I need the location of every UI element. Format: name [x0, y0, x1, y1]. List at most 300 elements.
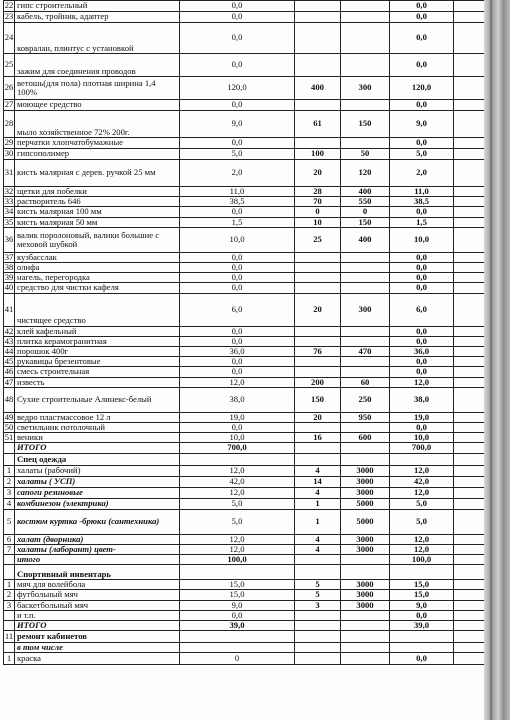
total-cell: 12,0 — [390, 377, 454, 387]
price-cell: 3000 — [341, 465, 390, 476]
item-name: растворитель 646 — [15, 197, 180, 207]
total-cell: 36,0 — [390, 347, 454, 357]
item-name: Сухие строительные Алинекс-белый — [15, 387, 180, 412]
table-row — [4, 227, 493, 252]
table-row — [4, 54, 493, 77]
price-cell — [341, 653, 390, 665]
amount-cell: 19,0 — [180, 412, 295, 422]
table-row — [4, 336, 493, 346]
quantity-cell — [295, 336, 341, 346]
quantity-cell: 10 — [295, 217, 341, 227]
row-number: 48 — [4, 387, 15, 412]
amount-cell: 38,0 — [180, 387, 295, 412]
quantity-cell — [295, 138, 341, 149]
item-name: нагель, перегородка — [15, 273, 180, 283]
row-number — [4, 555, 15, 565]
budget-table — [3, 0, 493, 665]
table-row — [4, 555, 493, 565]
row-number: 27 — [4, 99, 14, 110]
table-row — [4, 621, 493, 631]
table-row — [4, 100, 493, 111]
row-number: 32 — [4, 186, 14, 196]
quantity-cell: 70 — [295, 197, 341, 207]
total-cell: 0,0 — [390, 357, 454, 367]
table-row — [4, 631, 493, 643]
quantity-cell: 3 — [295, 600, 341, 610]
item-name: светильник потолочный — [15, 423, 180, 433]
item-name: Спец одежда — [15, 453, 180, 465]
row-number: 25 — [4, 54, 15, 77]
item-name: клей кафельный — [15, 326, 180, 336]
amount-cell — [180, 453, 295, 465]
amount-cell: 0,0 — [180, 357, 295, 367]
price-cell: 0 — [341, 207, 390, 217]
amount-cell: 0,0 — [180, 336, 295, 346]
amount-cell: 42,0 — [180, 476, 295, 487]
row-number: 37 — [4, 252, 14, 262]
table-row — [4, 252, 493, 262]
row-number: 51 — [4, 432, 14, 443]
row-number: 3 — [4, 487, 15, 498]
price-cell: 400 — [341, 187, 390, 197]
quantity-cell — [295, 621, 341, 631]
price-cell: 60 — [341, 377, 390, 387]
table-row — [4, 443, 493, 453]
total-cell: 12,0 — [390, 465, 454, 476]
row-number: 3 — [4, 600, 15, 610]
quantity-cell — [295, 1, 341, 12]
amount-cell: 10,0 — [180, 227, 295, 252]
table-row — [4, 1, 493, 12]
price-cell: 3000 — [341, 600, 390, 610]
item-name: ведро пластмассовое 12 л — [15, 412, 180, 422]
row-number: 5 — [4, 509, 15, 534]
table-row — [4, 23, 493, 54]
price-cell: 300 — [341, 77, 390, 100]
amount-cell: 0,0 — [180, 273, 295, 283]
amount-cell: 36,0 — [180, 347, 295, 357]
quantity-cell: 4 — [295, 487, 341, 498]
quantity-cell: 100 — [295, 149, 341, 160]
quantity-cell — [295, 555, 341, 565]
table-row — [4, 653, 493, 665]
total-cell: 0,0 — [390, 138, 454, 149]
item-name: комбинезон (электрика) — [15, 498, 180, 509]
amount-cell: 9,0 — [180, 111, 295, 138]
table-row — [4, 187, 493, 197]
item-name: сапоги резиновые — [15, 487, 180, 498]
price-cell: 3000 — [341, 476, 390, 487]
total-cell: 0,0 — [390, 12, 454, 23]
total-cell: 0,0 — [390, 100, 454, 111]
quantity-cell: 25 — [295, 227, 341, 252]
row-number — [4, 453, 15, 465]
total-cell: 5,0 — [390, 149, 454, 160]
table-row — [4, 326, 493, 336]
table-row — [4, 12, 493, 23]
table-row — [4, 600, 493, 610]
amount-cell: 11,0 — [180, 187, 295, 197]
quantity-cell: 4 — [295, 534, 341, 544]
quantity-cell — [295, 23, 341, 54]
item-name: кисть малярная с дерев. ручкой 25 мм — [15, 160, 180, 187]
item-name: кузбасслак — [15, 252, 180, 262]
row-number: 7 — [4, 544, 15, 554]
amount-cell: 120,0 — [180, 77, 295, 100]
amount-cell: 10,0 — [180, 433, 295, 443]
item-name: халаты (рабочий) — [15, 465, 180, 476]
item-name: щетки для побелки — [15, 187, 180, 197]
total-cell: 2,0 — [390, 160, 454, 187]
item-name: ИТОГО — [15, 443, 180, 453]
quantity-cell: 1 — [295, 498, 341, 509]
amount-cell: 5,0 — [180, 149, 295, 160]
total-cell: 11,0 — [390, 187, 454, 197]
price-cell: 150 — [341, 217, 390, 227]
price-cell — [341, 357, 390, 367]
table-row — [4, 465, 493, 476]
row-number: 41 — [4, 293, 15, 326]
row-number: 47 — [4, 377, 14, 387]
price-cell — [341, 326, 390, 336]
item-name: веники — [15, 433, 180, 443]
amount-cell: 100,0 — [180, 555, 295, 565]
total-cell — [390, 643, 454, 653]
price-cell: 3000 — [341, 590, 390, 600]
total-cell: 0,0 — [390, 263, 454, 273]
quantity-cell — [295, 367, 341, 377]
price-cell: 600 — [341, 433, 390, 443]
item-name: кисть малярная 100 мм — [15, 207, 180, 217]
row-number — [4, 443, 15, 453]
total-cell: 0,0 — [390, 367, 454, 377]
quantity-cell: 1 — [295, 509, 341, 534]
table-row — [4, 197, 493, 207]
item-name: халаты ( УСП) — [15, 476, 180, 487]
total-cell: 6,0 — [390, 293, 454, 326]
price-cell — [341, 252, 390, 262]
price-cell — [341, 423, 390, 433]
total-cell: 0,0 — [390, 23, 454, 54]
table-row — [4, 377, 493, 387]
price-cell: 5000 — [341, 509, 390, 534]
total-cell: 120,0 — [390, 77, 454, 100]
quantity-cell: 400 — [295, 77, 341, 100]
item-name: ковралан, плинтус с установкой — [15, 23, 180, 54]
item-name: Спортивный инвентарь — [15, 565, 180, 580]
total-cell: 5,0 — [390, 509, 454, 534]
row-number: 22 — [4, 0, 14, 11]
amount-cell: 0,0 — [180, 100, 295, 111]
quantity-cell — [295, 252, 341, 262]
quantity-cell — [295, 12, 341, 23]
quantity-cell — [295, 423, 341, 433]
row-number: 1 — [4, 465, 15, 476]
row-number: 4 — [4, 498, 15, 509]
item-name: порошок 400г — [15, 347, 180, 357]
table-row — [4, 534, 493, 544]
table-row — [4, 273, 493, 283]
table-row — [4, 643, 493, 653]
price-cell: 950 — [341, 412, 390, 422]
item-name: чистящее средство — [15, 293, 180, 326]
quantity-cell — [295, 54, 341, 77]
item-name: рукавицы брезентовые — [15, 357, 180, 367]
table-row — [4, 476, 493, 487]
amount-cell: 1,5 — [180, 217, 295, 227]
price-cell — [341, 555, 390, 565]
row-number — [4, 621, 15, 631]
total-cell: 100,0 — [390, 555, 454, 565]
item-name: халат (дворника) — [15, 534, 180, 544]
row-number: 44 — [4, 346, 14, 357]
row-number — [4, 610, 15, 620]
table-row — [4, 453, 493, 465]
table-row — [4, 207, 493, 217]
price-cell: 5000 — [341, 498, 390, 509]
table-row — [4, 263, 493, 273]
total-cell: 38,5 — [390, 197, 454, 207]
quantity-cell — [295, 100, 341, 111]
item-name: гипс строительный — [15, 1, 180, 12]
amount-cell: 12,0 — [180, 377, 295, 387]
table-row — [4, 387, 493, 412]
total-cell: 0,0 — [390, 207, 454, 217]
item-name: мыло хозяйственное 72% 200г. — [15, 111, 180, 138]
amount-cell: 12,0 — [180, 487, 295, 498]
row-number: 39 — [4, 272, 14, 283]
price-cell — [341, 23, 390, 54]
total-cell: 5,0 — [390, 498, 454, 509]
total-cell: 0,0 — [390, 54, 454, 77]
row-number: 2 — [4, 590, 15, 600]
row-number: 30 — [4, 148, 14, 159]
total-cell: 0,0 — [390, 326, 454, 336]
total-cell: 15,0 — [390, 590, 454, 600]
row-number — [4, 565, 15, 580]
table-row — [4, 487, 493, 498]
item-name: в том числе — [15, 643, 180, 653]
row-number: 29 — [4, 137, 14, 148]
quantity-cell: 200 — [295, 377, 341, 387]
item-name: баскетбольный мяч — [15, 600, 180, 610]
item-name: ветошь(для пола) плотная ширина 1,4 100% — [15, 77, 180, 100]
total-cell: 1,5 — [390, 217, 454, 227]
quantity-cell: 4 — [295, 544, 341, 554]
item-name: и т.п. — [15, 610, 180, 620]
price-cell — [341, 621, 390, 631]
total-cell: 15,0 — [390, 580, 454, 590]
price-cell — [341, 453, 390, 465]
row-number: 23 — [4, 11, 14, 22]
quantity-cell — [295, 443, 341, 453]
quantity-cell — [295, 653, 341, 665]
total-cell: 10,0 — [390, 227, 454, 252]
amount-cell: 0,0 — [180, 207, 295, 217]
total-cell: 700,0 — [390, 443, 454, 453]
budget-table-body — [4, 1, 493, 665]
quantity-cell: 20 — [295, 160, 341, 187]
price-cell — [341, 367, 390, 377]
table-row — [4, 498, 493, 509]
amount-cell: 15,0 — [180, 590, 295, 600]
amount-cell: 15,0 — [180, 580, 295, 590]
table-row — [4, 111, 493, 138]
row-number: 36 — [4, 227, 15, 252]
quantity-cell: 5 — [295, 580, 341, 590]
price-cell — [341, 631, 390, 643]
price-cell — [341, 443, 390, 453]
price-cell — [341, 610, 390, 620]
table-row — [4, 77, 493, 100]
amount-cell: 0 — [180, 653, 295, 665]
amount-cell: 0,0 — [180, 54, 295, 77]
price-cell: 120 — [341, 160, 390, 187]
price-cell: 400 — [341, 227, 390, 252]
quantity-cell: 20 — [295, 412, 341, 422]
row-number: 26 — [4, 77, 15, 100]
amount-cell: 0,0 — [180, 283, 295, 293]
quantity-cell — [295, 631, 341, 643]
total-cell: 0,0 — [390, 336, 454, 346]
table-row — [4, 160, 493, 187]
price-cell: 3000 — [341, 534, 390, 544]
row-number: 24 — [4, 23, 15, 54]
price-cell — [341, 273, 390, 283]
item-name: валик поролоновый, валики большие с меховой шубкой — [15, 227, 180, 252]
item-name: олифа — [15, 263, 180, 273]
table-row — [4, 433, 493, 443]
table-row — [4, 347, 493, 357]
amount-cell: 0,0 — [180, 423, 295, 433]
total-cell: 0,0 — [390, 283, 454, 293]
table-row — [4, 367, 493, 377]
row-number: 1 — [4, 580, 15, 590]
total-cell: 38,0 — [390, 387, 454, 412]
item-name: кисть малярная 50 мм — [15, 217, 180, 227]
quantity-cell — [295, 357, 341, 367]
total-cell: 0,0 — [390, 1, 454, 12]
table-row — [4, 580, 493, 590]
item-name: итого — [15, 555, 180, 565]
amount-cell: 39,0 — [180, 621, 295, 631]
table-row — [4, 610, 493, 620]
price-cell — [341, 565, 390, 580]
item-name: футбольный мяч — [15, 590, 180, 600]
amount-cell: 0,0 — [180, 12, 295, 23]
amount-cell — [180, 565, 295, 580]
price-cell: 470 — [341, 347, 390, 357]
quantity-cell: 61 — [295, 111, 341, 138]
total-cell: 12,0 — [390, 544, 454, 554]
price-cell — [341, 138, 390, 149]
total-cell — [390, 565, 454, 580]
item-name: кабель, тройник, адаптер — [15, 12, 180, 23]
amount-cell: 2,0 — [180, 160, 295, 187]
amount-cell — [180, 631, 295, 643]
price-cell — [341, 12, 390, 23]
item-name: гипсополимер — [15, 149, 180, 160]
table-row — [4, 138, 493, 149]
amount-cell — [180, 643, 295, 653]
row-number: 46 — [4, 366, 14, 377]
row-number: 43 — [4, 336, 14, 346]
total-cell: 10,0 — [390, 433, 454, 443]
price-cell — [341, 54, 390, 77]
row-number: 2 — [4, 476, 15, 487]
price-cell — [341, 1, 390, 12]
item-name: халаты (лаборант) цвет- — [15, 544, 180, 554]
row-number: 6 — [4, 534, 15, 544]
quantity-cell — [295, 263, 341, 273]
price-cell — [341, 336, 390, 346]
total-cell: 12,0 — [390, 534, 454, 544]
row-number: 45 — [4, 356, 14, 367]
amount-cell: 6,0 — [180, 293, 295, 326]
price-cell: 3000 — [341, 487, 390, 498]
item-name: известь — [15, 377, 180, 387]
price-cell: 300 — [341, 293, 390, 326]
total-cell — [390, 453, 454, 465]
amount-cell: 0,0 — [180, 252, 295, 262]
amount-cell: 0,0 — [180, 367, 295, 377]
quantity-cell: 150 — [295, 387, 341, 412]
table-row — [4, 283, 493, 293]
total-cell: 9,0 — [390, 111, 454, 138]
quantity-cell — [295, 453, 341, 465]
price-cell: 550 — [341, 197, 390, 207]
table-row — [4, 423, 493, 433]
row-number: 28 — [4, 111, 15, 138]
quantity-cell — [295, 565, 341, 580]
price-cell — [341, 283, 390, 293]
table-row — [4, 357, 493, 367]
item-name: зажим для соединения проводов — [15, 54, 180, 77]
price-cell: 150 — [341, 111, 390, 138]
amount-cell: 12,0 — [180, 465, 295, 476]
row-number: 1 — [4, 653, 15, 665]
row-number: 49 — [4, 412, 14, 422]
item-name: краска — [15, 653, 180, 665]
price-cell — [341, 263, 390, 273]
amount-cell: 9,0 — [180, 600, 295, 610]
item-name: ремонт кабинетов — [15, 631, 180, 643]
row-number: 38 — [4, 262, 14, 273]
total-cell: 0,0 — [390, 653, 454, 665]
item-name: средство для чистки кафеля — [15, 283, 180, 293]
quantity-cell: 14 — [295, 476, 341, 487]
item-name: смесь строительная — [15, 367, 180, 377]
amount-cell: 0,0 — [180, 263, 295, 273]
price-cell — [341, 643, 390, 653]
item-name: мяч для волейбола — [15, 580, 180, 590]
amount-cell: 0,0 — [180, 610, 295, 620]
row-number: 50 — [4, 422, 14, 433]
quantity-cell: 0 — [295, 207, 341, 217]
quantity-cell — [295, 283, 341, 293]
quantity-cell: 16 — [295, 433, 341, 443]
row-number: 35 — [4, 217, 14, 227]
table-row — [4, 565, 493, 580]
quantity-cell: 4 — [295, 465, 341, 476]
quantity-cell — [295, 643, 341, 653]
table-row — [4, 509, 493, 534]
total-cell: 42,0 — [390, 476, 454, 487]
price-cell: 3000 — [341, 580, 390, 590]
total-cell: 12,0 — [390, 487, 454, 498]
amount-cell: 38,5 — [180, 197, 295, 207]
table-row — [4, 217, 493, 227]
